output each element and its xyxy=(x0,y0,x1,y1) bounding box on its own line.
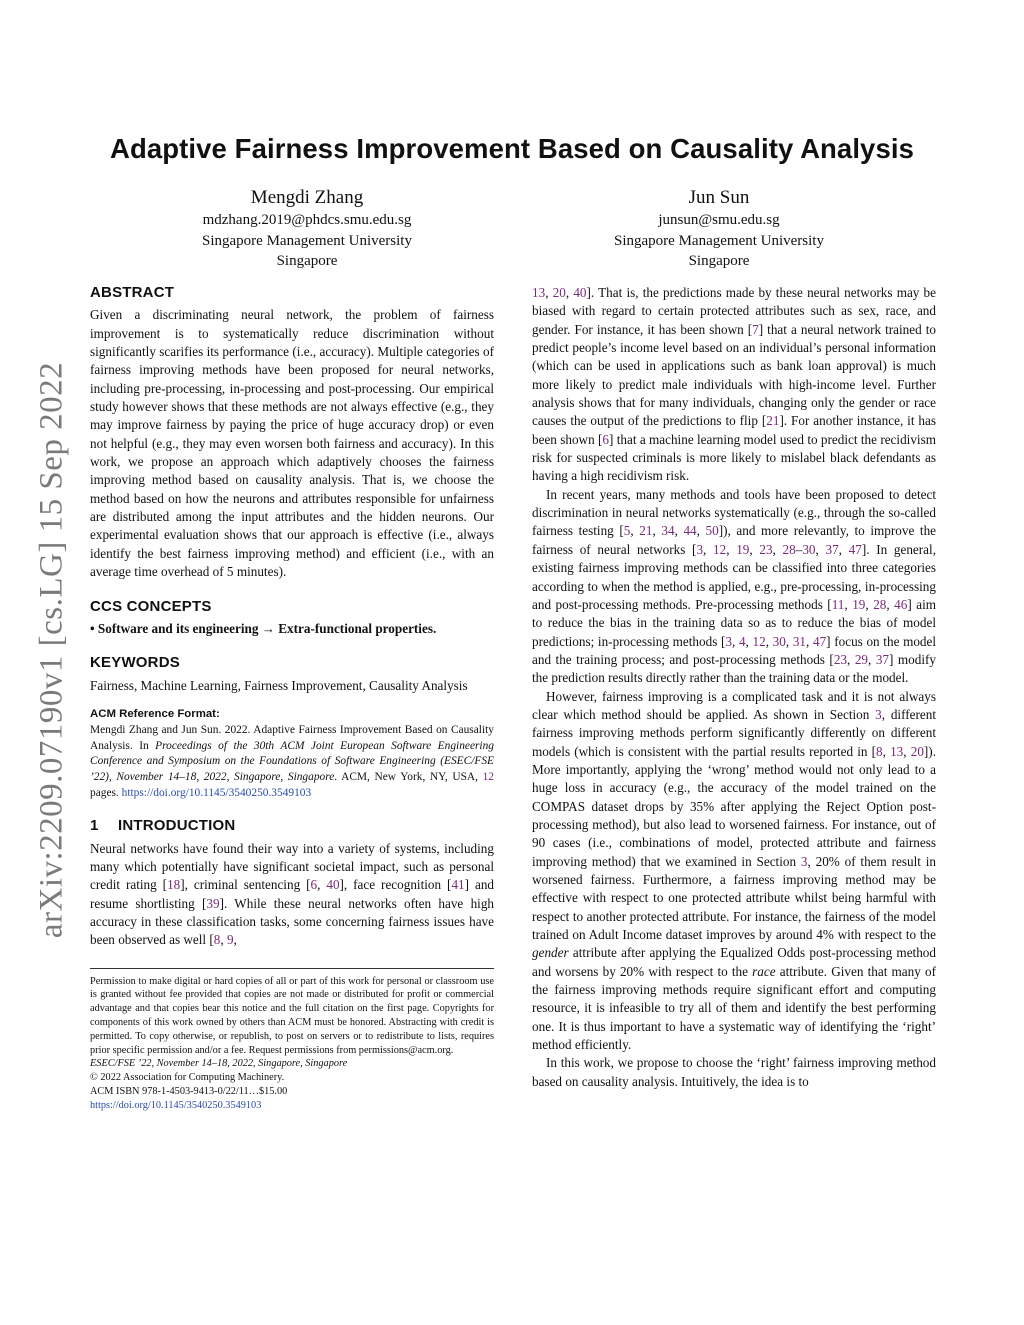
author-country: Singapore xyxy=(688,253,750,269)
text-segment: ]. For another instance, it has been shown [ xyxy=(532,413,936,447)
author-block xyxy=(519,186,919,272)
text-segment: ] modify the prediction results directly rather than the training data or the model. xyxy=(532,651,937,686)
citation-link[interactable]: 46 xyxy=(894,596,908,612)
citation-link[interactable]: 39 xyxy=(206,895,220,911)
emphasized-text: gender xyxy=(532,945,569,961)
motivation-paragraph xyxy=(532,688,936,1055)
text-segment: , xyxy=(565,285,574,300)
keywords-heading: KEYWORDS xyxy=(90,654,180,672)
isbn-line: ACM ISBN 978-1-4503-9413-0/22/11…$15.00 xyxy=(90,1085,288,1097)
acm-reference-venue: Proceedings of the 30th ACM Joint European Software Engineering Conference and Symposium on the Foundations of Software Engineering (ESEC/FSE ’22), November 14–18, 2022, Singapore, Singapore xyxy=(90,739,494,783)
permission-notice xyxy=(90,975,494,1113)
paper-title: Adaptive Fairness Improvement Based on Causality Analysis xyxy=(110,133,914,164)
introduction-heading: 1 INTRODUCTION xyxy=(90,817,236,835)
text-segment: , xyxy=(545,285,553,300)
section-number: 1 xyxy=(90,817,99,835)
copyright-line: © 2022 Association for Computing Machinery. xyxy=(90,1072,285,1084)
acm-reference-text: Mengdi Zhang and Jun Sun. 2022. Adaptive Fairness Improvement Based on Causality Analysis. In Proceedings of the 30th ACM Joint European Software Engineering Conference and Symposium on the Foundations of Software Engineering (ESEC/FSE ’22), November 14–18, 2022, Singapore, Singapore. ACM, New York, NY, USA, 12 pages. https://doi.org/10.1145/3540250.3549103 xyxy=(90,724,494,799)
text-segment: , xyxy=(765,633,773,649)
citation-link[interactable]: 20 xyxy=(910,743,924,759)
citation-link[interactable]: 12 xyxy=(713,541,727,557)
ccs-heading: CCS CONCEPTS xyxy=(90,597,212,615)
citation-link[interactable]: 3 xyxy=(696,541,704,557)
citation-link[interactable]: 23 xyxy=(759,541,773,557)
footnote-doi-link[interactable]: https://doi.org/10.1145/3540250.3549103 xyxy=(90,1099,262,1111)
author-block xyxy=(107,186,507,272)
citation-link[interactable]: 41 xyxy=(451,877,465,893)
text-segment: attribute. Given that many of the fairness improving methods require significant effort and computing resource, it is infeasible to try all of them and identify the best performing one. It is thus important to have a systematic way of identifying the ‘right’ method efficiently. xyxy=(532,963,936,1053)
text-segment: ]. That is, the predictions made by these neural networks may be biased with regard to certain protected attributes such as sex, race, and gender. For instance, it has been shown [ xyxy=(532,285,937,337)
abstract-heading: ABSTRACT xyxy=(90,284,175,301)
text-segment: , xyxy=(652,523,662,539)
text-segment: ] aim to reduce the bias in the training data so as to reduce the bias of model predictions; in-processing methods [ xyxy=(532,596,937,649)
text-segment: , xyxy=(703,541,714,557)
citation-link[interactable]: 6 xyxy=(310,877,318,893)
text-segment: , different fairness improving methods perform significantly differently on different models (which is consistent with the partial results reported in [ xyxy=(532,706,936,759)
text-segment: , xyxy=(868,651,876,667)
citation-link[interactable]: 4 xyxy=(738,633,746,649)
citation-link[interactable]: 47 xyxy=(812,633,827,649)
text-segment: , xyxy=(674,523,684,539)
citation-link[interactable]: 29 xyxy=(854,651,869,667)
citation-link[interactable]: 50 xyxy=(705,523,719,539)
text-segment: In recent years, many methods and tools have been proposed to detect discrimination in neural networks systematically (e.g., through the so-called fairness testing [ xyxy=(532,486,936,539)
approach-paragraph xyxy=(532,1054,936,1091)
conference-line: ESEC/FSE ’22, November 14–18, 2022, Singapore, Singapore xyxy=(90,1058,348,1070)
emphasized-text: race xyxy=(752,963,776,979)
citation-link[interactable]: 3 xyxy=(800,853,808,869)
text-segment: , xyxy=(844,596,853,612)
arxiv-identifier: arXiv:2209.07190v1 [cs.LG] 15 Sep 2022 xyxy=(33,361,70,939)
citation-link[interactable]: 18 xyxy=(167,877,181,893)
citation-link[interactable]: 7 xyxy=(752,321,759,337)
text-segment: , xyxy=(726,541,737,557)
author-email[interactable]: junsun@smu.edu.sg xyxy=(658,212,780,228)
citation-link[interactable]: 34 xyxy=(661,523,675,539)
permission-text: Permission to make digital or hard copies of all or part of this work for personal or classroom use is granted without fee provided that copies are not made or distributed for profit or commercial advantage and that copies bear this notice and the full citation on the first page. Copyrights for components of this work owned by others than ACM must be honored. Abstracting with credit is permitted. To copy otherwise, or republish, to post on servers or to redistribute to lists, requires prior specific permission and/or a fee. Request permissions from permissions@acm.org. xyxy=(90,975,494,1056)
ccs-concepts: • Software and its engineering → Extra-functional properties. xyxy=(90,620,437,636)
left-column xyxy=(90,284,494,1113)
citation-link[interactable]: 30 xyxy=(802,541,816,557)
author-affiliation: Singapore Management University xyxy=(202,232,412,249)
citation-link[interactable]: 37 xyxy=(825,541,839,557)
text-segment: , xyxy=(886,596,895,612)
text-segment: ]), and more relevantly, to improve the fairness of neural networks [ xyxy=(532,523,937,557)
text-segment: , xyxy=(731,633,739,649)
text-segment: , xyxy=(815,541,826,557)
related-work-paragraph xyxy=(532,486,936,688)
text-segment: , xyxy=(630,523,640,539)
text-segment: , xyxy=(838,541,849,557)
author-affiliation: Singapore Management University xyxy=(614,232,824,249)
text-segment: , xyxy=(745,633,753,649)
text-segment: , xyxy=(847,651,855,667)
text-segment: In this work, we propose to choose the ‘right’ fairness improving method based on causality analysis. Intuitively, the idea is to xyxy=(532,1055,936,1089)
author-country: Singapore xyxy=(276,253,338,269)
citation-link[interactable]: 8 xyxy=(876,743,883,759)
intro-paragraph-continued xyxy=(532,284,936,486)
text-segment: ] that a machine learning model used to predict the recidivism risk for suspected criminals is more likely to mislabel black defendants as having a high recidivism risk. xyxy=(532,431,936,484)
text-segment: , xyxy=(785,633,793,649)
footnote-divider xyxy=(90,968,494,969)
citation-link[interactable]: 12 xyxy=(752,633,766,649)
text-segment: , xyxy=(903,743,911,759)
author-name: Mengdi Zhang xyxy=(250,187,364,208)
citation-link[interactable]: 21 xyxy=(766,413,780,429)
citation-link[interactable]: 23 xyxy=(833,651,848,667)
citation-link[interactable]: 30 xyxy=(772,633,786,649)
abstract-text: Given a discriminating neural network, the problem of fairness improvement is to systematically reduce discrimination without significantly scarifies its performance (i.e., accuracy). Multiple categories of fairness improving methods have been proposed for neural networks, including pre-processing, in-processing and post-processing. Our empirical study however shows that these methods are not always effective (e.g., they may improve fairness by paying the price of huge accuracy drop) or even not helpful (e.g., they may even worsen both fairness and accuracy). In this work, we propose an approach which adaptively chooses the fairness improving method based on causality analysis. That is, we choose the method based on how the neurons and attributes responsible for unfairness are distributed among the input attributes and the hidden neurons. Our experimental evaluation shows that our approach is effective (i.e., always identify the best fairness improving method) and efficient (i.e., with an average time overhead of 5 minutes). xyxy=(90,307,494,580)
text-segment: , xyxy=(865,596,874,612)
citation-link[interactable]: 19 xyxy=(852,596,866,612)
citation-link[interactable]: 3 xyxy=(725,633,732,649)
citation-link[interactable]: 19 xyxy=(736,541,750,557)
text-segment: ] focus on the model and the training process; and post-processing methods [ xyxy=(532,633,937,667)
text-segment: , xyxy=(806,633,813,649)
citation-link[interactable]: 31 xyxy=(792,633,807,649)
text-segment: , xyxy=(696,523,706,539)
citation-link[interactable]: 40 xyxy=(326,877,340,893)
text-segment: , xyxy=(749,541,760,557)
intro-paragraph: Neural networks have found their way into a variety of systems, including many which potentially have significant societal impact, such as personal credit rating [18], criminal sentencing [6, 40], face recognition [41] and resume shortlisting [39]. While these neural networks often have high accuracy in these classification tasks, some concerning fairness issues have been observed as well [8, 9, xyxy=(90,840,495,948)
citation-link[interactable]: 21 xyxy=(639,523,653,539)
author-email[interactable]: mdzhang.2019@phdcs.smu.edu.sg xyxy=(202,212,412,228)
citation-link[interactable]: 13 xyxy=(890,743,904,759)
citation-link[interactable]: 5 xyxy=(623,523,631,539)
citation-link[interactable]: 37 xyxy=(875,651,890,667)
citation-link[interactable]: 3 xyxy=(875,706,882,722)
right-column xyxy=(532,284,936,1091)
citation-link[interactable]: 20 xyxy=(552,285,566,300)
citation-link[interactable]: 11 xyxy=(831,596,845,612)
citation-link[interactable]: 9 xyxy=(226,932,234,948)
citation-link[interactable]: 47 xyxy=(848,541,862,557)
citation-link[interactable]: 13 xyxy=(532,285,546,300)
author-name: Jun Sun xyxy=(688,187,750,208)
citation-link[interactable]: 8 xyxy=(213,932,221,948)
text-segment: ]). More importantly, applying the ‘wrong’ method would not only lead to a huge loss in accuracy (e.g., the accuracy of the model trained on the COMPAS dataset drops by 35% after applying the Reject Option post-processing method), but also lead to worsened fairness. For instance, out of 90 cases (i.e., combinations of model, protected attribute and fairness improving method) that we examined in Section xyxy=(532,743,936,869)
doi-link[interactable]: https://doi.org/10.1145/3540250.3549103 xyxy=(121,786,312,799)
text-segment: – xyxy=(795,541,803,557)
text-segment: , xyxy=(772,541,783,557)
citation-link[interactable]: 28 xyxy=(873,596,887,612)
text-segment: However, fairness improving is a complicated task and it is not always clear which method should be applied. As shown in Section xyxy=(532,688,936,722)
text-segment: attribute after applying the Equalized Odds post-processing method and worsens by 20% with respect to the xyxy=(532,945,936,979)
citation-link[interactable]: 6 xyxy=(602,431,609,447)
text-segment: ] that a neural network trained to predict people’s income level based on an individual’s personal information (which can be used in applications such as bank loan approval) is much more likely to predict male individuals with high-income level. Further analysis shows that for many individuals, changing only the gender or race causes the output of the predictions to flip [ xyxy=(532,321,936,429)
citation-link[interactable]: 44 xyxy=(683,523,697,539)
acm-reference-heading: ACM Reference Format: xyxy=(90,707,220,720)
text-segment: , 20% of them result in worsened fairness. Furthermore, a fairness improving method may be effective with respect to one protected attribute whilst being harmful with respect to another protected attribute. For instance, the fairness of the model trained on Adult Income dataset improves by around 4% with respect to the xyxy=(532,853,937,943)
citation-link[interactable]: 28 xyxy=(782,541,796,557)
text-segment: , xyxy=(882,743,891,759)
text-segment: ]. In general, existing fairness improving methods can be classified into three categories according to when the method is applied, e.g., pre-processing, in-processing and post-processing methods. Pre-processing methods [ xyxy=(532,541,936,612)
citation-link[interactable]: 40 xyxy=(573,285,587,300)
keywords-text: Fairness, Machine Learning, Fairness Improvement, Causality Analysis xyxy=(90,677,468,693)
page-count-link[interactable]: 12 xyxy=(482,771,494,783)
